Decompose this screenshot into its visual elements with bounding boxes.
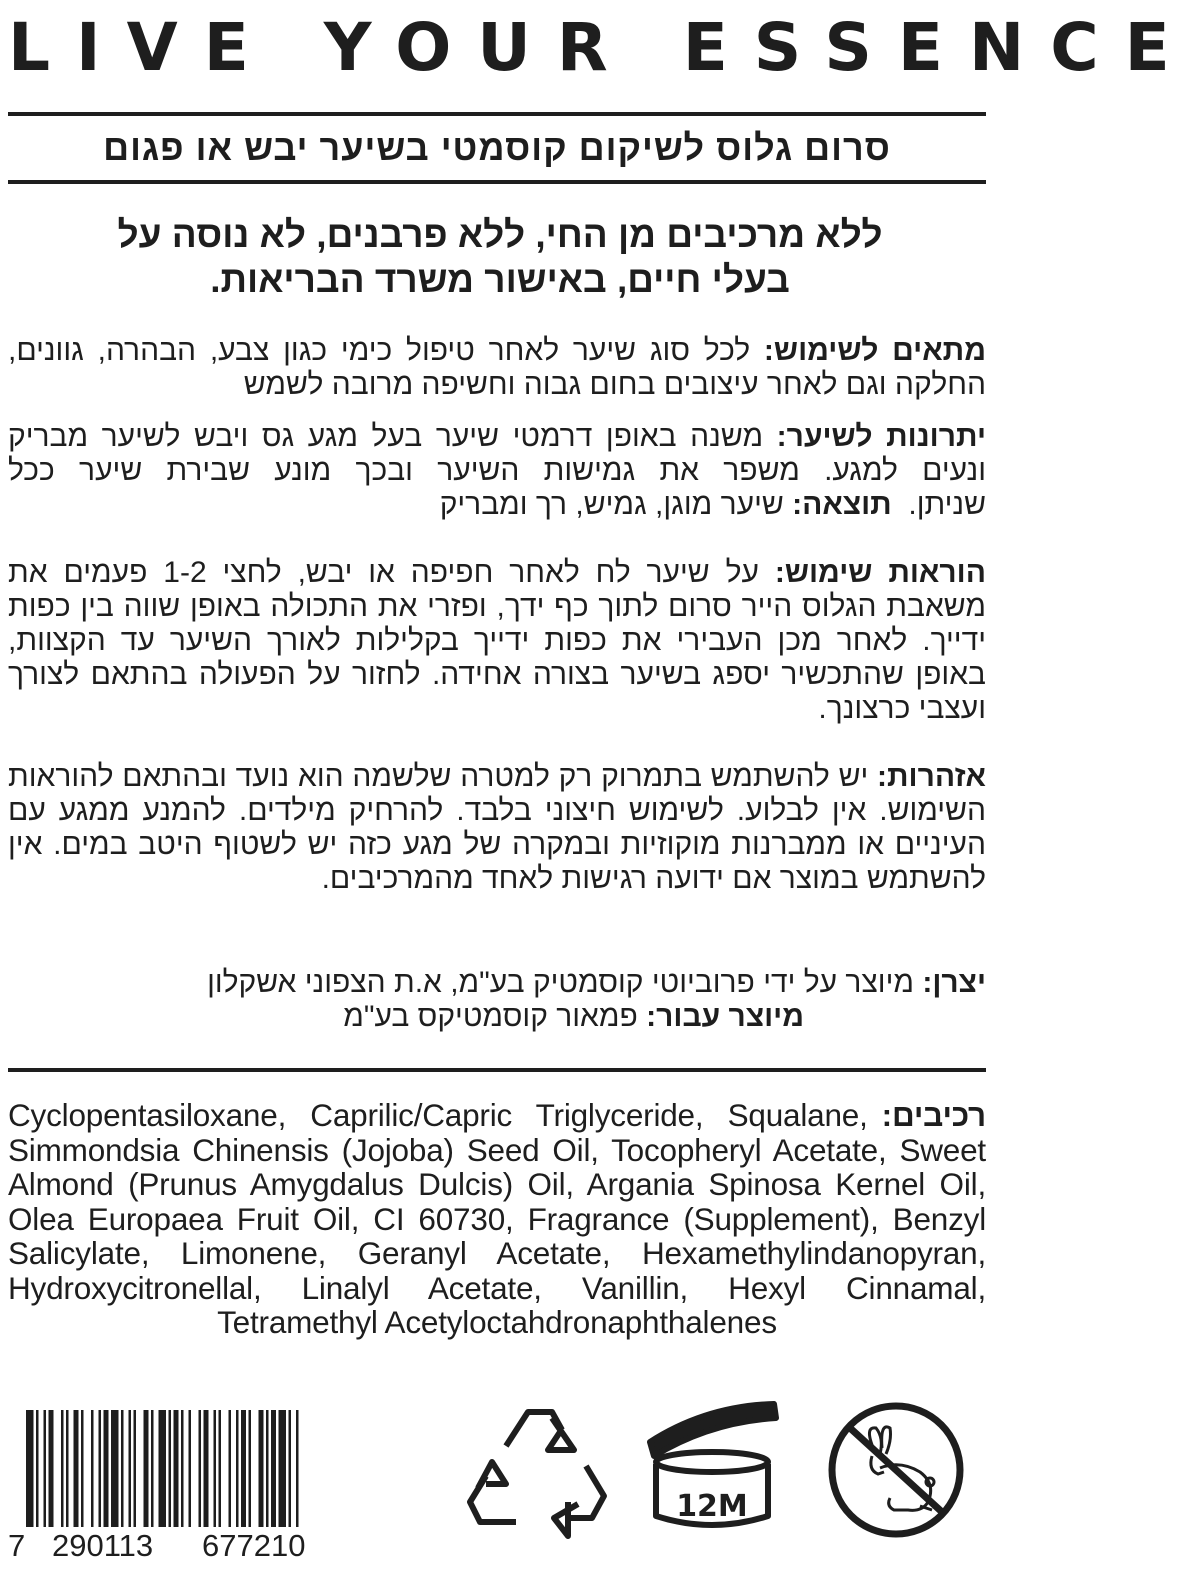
benefits-text: משנה באופן דרמטי שיער בעל מגע גס ויבש לשיער מבריק ונעים למגע. משפר את גמישות השיער ובכך מונע שבירת שיער ככל שניתן.	[8, 420, 986, 521]
directions-text: על שיער לח לאחר חפיפה או יבש, לחצי 1-2 פעמים את משאבת הגלוס הייר סרום לתוך כף ידך, ופזרי את התכולה באופן שווה בין כפות ידייך. לאחר מכן העבירי את כפות ידייך בקלילות לאורך השיער עד הקצוות, באופן שהתכשיר יספג בשיער בצורה אחידה. לחזור על הפעולה בהתאם לצורך ועצבי כרצונך.	[8, 556, 986, 725]
warnings-text: יש להשתמש בתמרוק רק למטרה שלשמה הוא נועד ובהתאם להוראות השימוש. אין לבלוע. לשימוש חיצוני בלבד. להרחיק מילדים. להמנע ממגע עם העיניים או ממברנות מוקוזיות ובמקרה של מגע כזה יש לשטוף היטב במים. אין להשתמש במוצר אם ידועה רגישות לאחד מהמרכיבים.	[8, 760, 986, 895]
barcode-bar	[66, 1410, 69, 1532]
recycle-icon	[466, 1400, 616, 1540]
barcode-bar	[214, 1410, 217, 1532]
warnings-label: אזהרות:	[877, 760, 986, 793]
barcode-bar	[181, 1410, 184, 1532]
suitable-text: לכל סוג שיער לאחר טיפול כימי כגון צבע, הבהרה, גוונים, החלקה וגם לאחר עיצובים בחום גבוה וחשיפה מרובה לשמש	[8, 334, 986, 401]
barcode-bar	[249, 1410, 252, 1532]
claim-line-2: בעלי חיים, באישור משרד הבריאות.	[210, 259, 790, 300]
pao-label: 12M	[676, 1489, 748, 1524]
barcode-bar	[204, 1410, 209, 1532]
barcode-bar	[134, 1410, 137, 1532]
barcode-bar	[111, 1410, 119, 1532]
barcode-bar	[61, 1410, 64, 1532]
barcode-bar	[219, 1410, 222, 1532]
made-for-text: פמאור קוסמטיקס בע"מ	[343, 1000, 647, 1033]
barcode-bar	[74, 1410, 79, 1532]
result-text: שיער מוגן, גמיש, רך ומבריק	[439, 488, 793, 521]
barcode-bar	[159, 1410, 167, 1532]
barcode-bar	[229, 1410, 232, 1532]
barcode-digits-group-1: 290113	[52, 1528, 154, 1563]
barcode-bar	[199, 1410, 202, 1532]
product-subtitle: סרום גלוס לשיקום קוסמטי בשיער יבש או פגום	[103, 127, 891, 168]
made-for-label: מיוצר עבור:	[646, 1000, 804, 1033]
barcode-bar	[104, 1410, 109, 1532]
ingredients-divider	[8, 1068, 986, 1072]
barcode-digits-group-2: 677210	[202, 1528, 306, 1563]
barcode-bar	[44, 1410, 47, 1532]
barcode-bar	[189, 1410, 192, 1532]
benefits-label: יתרונות לשיער:	[776, 420, 986, 453]
ingredients-text: Cyclopentasiloxane, Caprilic/Capric Triglyceride, Squalane, Simmondsia Chinensis (Jojoba) Seed Oil, Tocopheryl Acetate, Sweet Almond (Prunus Amygdalus Dulcis) Oil, Argania Spinosa Kernel Oil, Olea Europaea Fruit Oil, CI 60730, Fragrance (Supplement), Benzyl Salicylate, Limonene, Geranyl Acetate, Hexamethylindanopyran, Hydroxycitronellal, Linalyl Acetate, Vanillin, Hexyl Cinnamal, Tetramethyl Acetyloctahdronaphthalenes	[8, 1097, 986, 1340]
product-claims	[90, 212, 910, 302]
barcode-bar	[81, 1410, 84, 1532]
barcode-bar	[121, 1410, 124, 1532]
suitable-section	[8, 334, 986, 402]
barcode-bar	[279, 1410, 287, 1532]
barcode-bar	[49, 1410, 54, 1532]
barcode-bar	[271, 1410, 276, 1532]
barcode-bar	[144, 1410, 149, 1532]
barcode-bar	[174, 1410, 179, 1532]
barcode-digit-first: 7	[8, 1528, 26, 1563]
suitable-label: מתאים לשימוש:	[763, 334, 986, 367]
ingredients-label: רכיבים:	[881, 1097, 986, 1133]
barcode-bar	[129, 1410, 132, 1532]
claim-line-1: ללא מרכיבים מן החי, ללא פרבנים, לא נוסה על	[117, 214, 883, 255]
barcode-bar	[241, 1410, 246, 1532]
brand-title: LIVE YOUR ESSENCE	[8, 9, 1196, 86]
barcode-bar	[236, 1410, 239, 1532]
directions-section	[8, 556, 986, 726]
top-divider	[8, 112, 986, 116]
no-animal-testing-icon	[824, 1398, 968, 1542]
barcode-bar	[266, 1410, 269, 1532]
benefits-section	[8, 420, 986, 522]
warnings-section	[8, 760, 986, 896]
subtitle-divider	[8, 180, 986, 184]
manufacturer-label: יצרן:	[922, 966, 986, 999]
result-label: תוצאה:	[792, 488, 892, 521]
ingredients-list	[8, 1098, 986, 1340]
barcode-bar	[151, 1410, 154, 1532]
barcode-bar	[99, 1410, 102, 1532]
barcode-bar	[91, 1410, 94, 1532]
manufacturer-text: מיוצר על ידי פרוביוטי קוסמטיק בע"מ, א.ת הצפוני אשקלון	[207, 966, 923, 999]
directions-label: הוראות שימוש:	[774, 556, 986, 589]
barcode-bar	[259, 1410, 264, 1532]
manufacturer-section	[8, 966, 986, 1034]
open-jar-icon	[646, 1398, 781, 1533]
barcode-number	[8, 1527, 308, 1565]
